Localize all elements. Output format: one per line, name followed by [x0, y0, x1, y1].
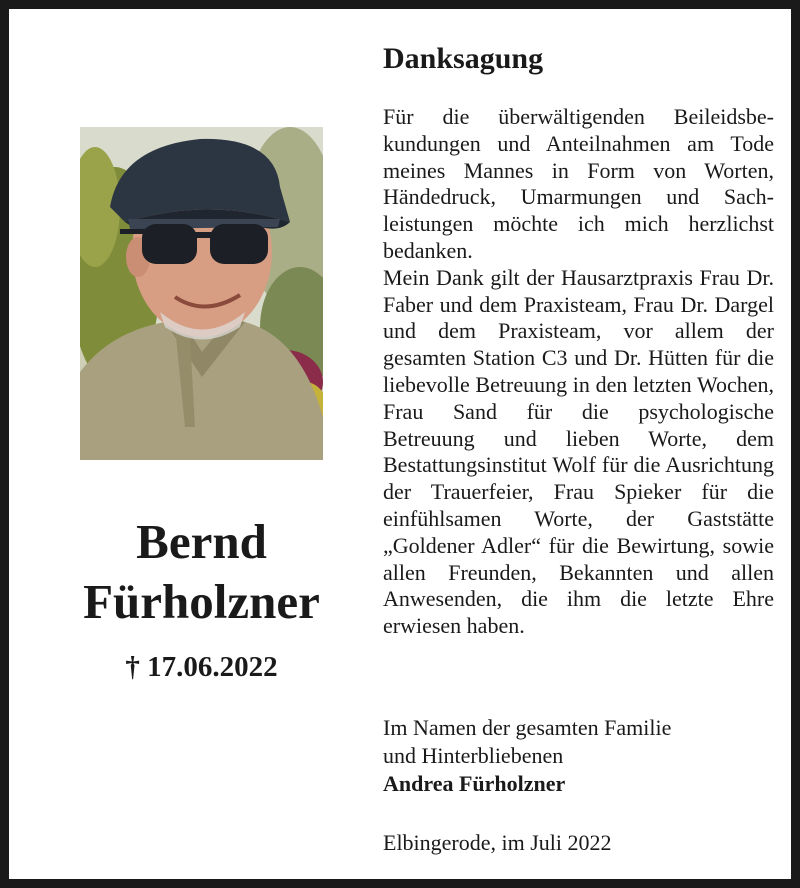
deceased-first-name: Bernd	[136, 514, 267, 569]
portrait-photo	[80, 127, 323, 460]
notice-paragraph-2: Mein Dank gilt der Hausarztpraxis Frau Dr. Faber und dem Praxisteam, Frau Dr. Dargel und dem Praxisteam, vor allem der gesamten Station C3 und Dr. Hütten für die liebevolle Betreuung in den letzten Wochen, Frau Sand für die psychologische Betreuung und lieben Worte, dem Bestattungsinstitut Wolf für die Ausrichtung der Trauerfeier, Frau Spieker für die einfühlsamen Worte, der Gaststätte „Goldener Adler“ für die Bewirtung, sowie allen Freunden, Bekannten und allen Anwesenden, die ihm die letzte Ehre erwiesen haben.	[383, 264, 774, 639]
closing-block	[383, 714, 671, 798]
place-date: Elbingerode, im Juli 2022	[383, 830, 612, 855]
notice-paragraph-1: Für die überwältigenden Beileidsbekundungen und Anteilnahmen am Tode meines Mannes in Form von Worten, Händedruck, Umarmungen und Sachleistungen möchte ich mich herzlichst bedanken.	[383, 104, 774, 263]
portrait-illustration	[80, 127, 323, 460]
notice-heading: Danksagung	[383, 42, 544, 75]
death-date-line	[49, 649, 354, 685]
notice-body	[383, 104, 774, 640]
cross-icon: †	[125, 651, 140, 683]
closing-line-2: und Hinterbliebenen	[383, 743, 564, 768]
deceased-last-name: Fürholzner	[83, 574, 320, 629]
signature: Andrea Fürholzner	[383, 771, 566, 796]
closing-line-1: Im Namen der gesamten Familie	[383, 715, 672, 740]
death-date: 17.06.2022	[147, 651, 278, 683]
